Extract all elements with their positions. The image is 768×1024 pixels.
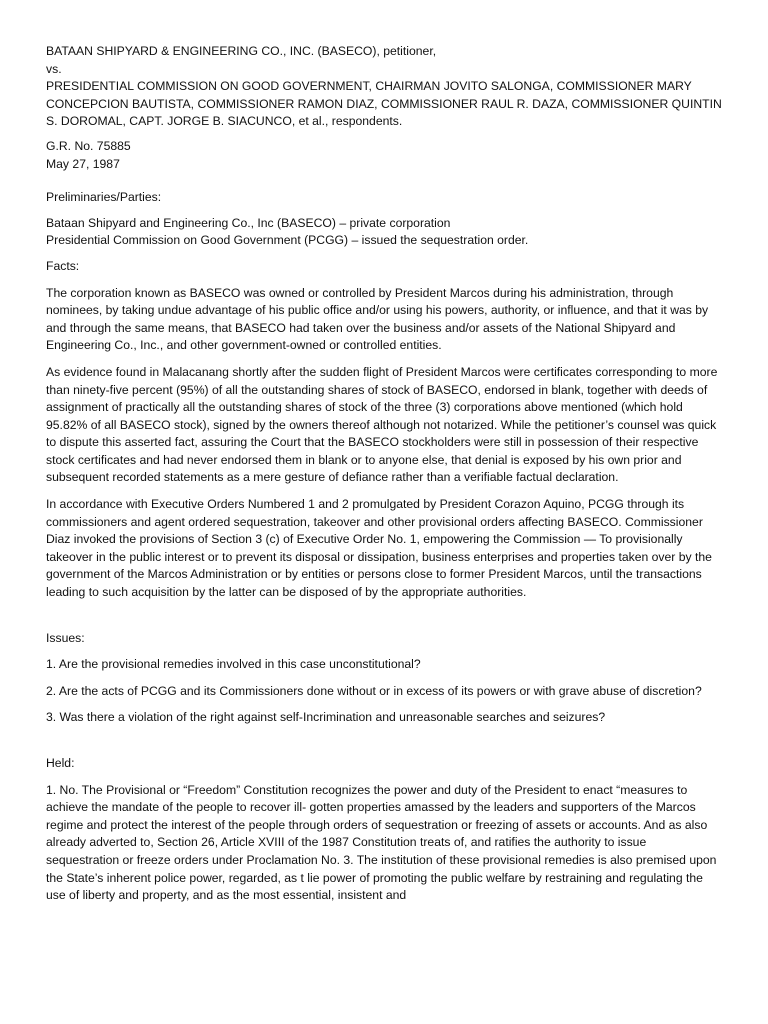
parties-heading: Preliminaries/Parties: [46, 190, 162, 205]
party-item: Bataan Shipyard and Engineering Co., Inc (BASECO) – private corporation [46, 215, 451, 230]
issue-item: 1. Are the provisional remedies involved in this case unconstitutional? [46, 657, 421, 672]
held-heading: Held: [46, 756, 75, 770]
facts-paragraph: The corporation known as BASECO was owned or controlled by President Marcos during his administration, through nominees, by taking undue advantage of his public office and/or using his powers, authority, or influence, and that it was by and through the same means, that BASECO had taken over the business and/or assets of the National Shipyard and Engineering Co., Inc., and other government-owned or controlled entities. [46, 285, 709, 353]
issues-heading: Issues: [46, 630, 85, 645]
versus-line: vs. [46, 61, 62, 76]
case-caption [46, 43, 722, 131]
respondents-line: PRESIDENTIAL COMMISSION ON GOOD GOVERNMENT, CHAIRMAN JOVITO SALONGA, COMMISSIONER MARY CONCEPCION BAUTISTA, COMMISSIONER RAMON DIAZ, COMMISSIONER RAUL R. DAZA, COMMISSIONER QUINTIN S. DOROMAL, CAPT. JORGE B. SIACUNCO, et al., respondents. [46, 79, 722, 129]
party-item: Presidential Commission on Good Government (PCGG) – issued the sequestration order. [46, 233, 529, 248]
facts-paragraph: In accordance with Executive Orders Numbered 1 and 2 promulgated by President Corazon Aquino, PCGG through its commissioners and agent ordered sequestration, takeover and other provisional orders affecting BASECO. Commissioner Diaz invoked the provisions of Section 3 (c) of Executive Order No. 1, empowering the Commission — To provisionally takeover in the public interest or to prevent its disposal or dissipation, business enterprises and properties taken over by the government of the Marcos Administration or by entities or persons close to former President Marcos, until the transactions leading to such acquisition by the latter can be disposed of by the appropriate authorities. [46, 497, 712, 600]
decision-date: May 27, 1987 [46, 156, 120, 171]
petitioner-line: BATAAN SHIPYARD & ENGINEERING CO., INC. (BASECO), petitioner, [46, 44, 437, 58]
facts-heading: Facts: [46, 258, 80, 273]
held-paragraph: 1. No. The Provisional or “Freedom” Constitution recognizes the power and duty of the President to enact “measures to achieve the mandate of the people to recover ill- gotten properties amassed by the leaders and supporters of the Marcos regime and protect the interest of the people through orders of sequestration or freezing of assets or accounts. And as also already adverted to, Section 26, Article XVIII of the 1987 Constitution treats of, and ratifies the authority to issue sequestration or freeze orders under Proclamation No. 3. The institution of these provisional remedies is also premised upon the State’s inherent police power, regarded, as t lie power of promoting the public welfare by restraining and regulating the use of liberty and property, and as the most essential, insistent and [46, 782, 717, 903]
gr-number: G.R. No. 75885 [46, 138, 131, 153]
facts-paragraph: As evidence found in Malacanang shortly after the sudden flight of President Marcos were certificates corresponding to more than ninety-five percent (95%) of all the outstanding shares of stock of BASECO, endorsed in blank, together with deeds of assignment of practically all the outstanding shares of stock of the three (3) corporations above mentioned (which hold 95.82% of all BASECO stock), signed by the owners thereof although not notarized. While the petitioner’s counsel was quick to dispute this asserted fact, assuring the Court that the BASECO stockholders were still in possession of their respective stock certificates and had never endorsed them in blank or to anyone else, that denial is exposed by his own prior and subsequent recorded statements as a mere gesture of defiance rather than a verifiable factual declaration. [46, 364, 718, 485]
issue-item: 3. Was there a violation of the right against self-Incrimination and unreasonable searches and seizures? [46, 710, 606, 725]
parties-list [46, 215, 722, 250]
document-page [46, 43, 722, 905]
case-info [46, 138, 722, 173]
issue-item: 2. Are the acts of PCGG and its Commissioners done without or in excess of its powers or with grave abuse of discretion? [46, 683, 702, 698]
